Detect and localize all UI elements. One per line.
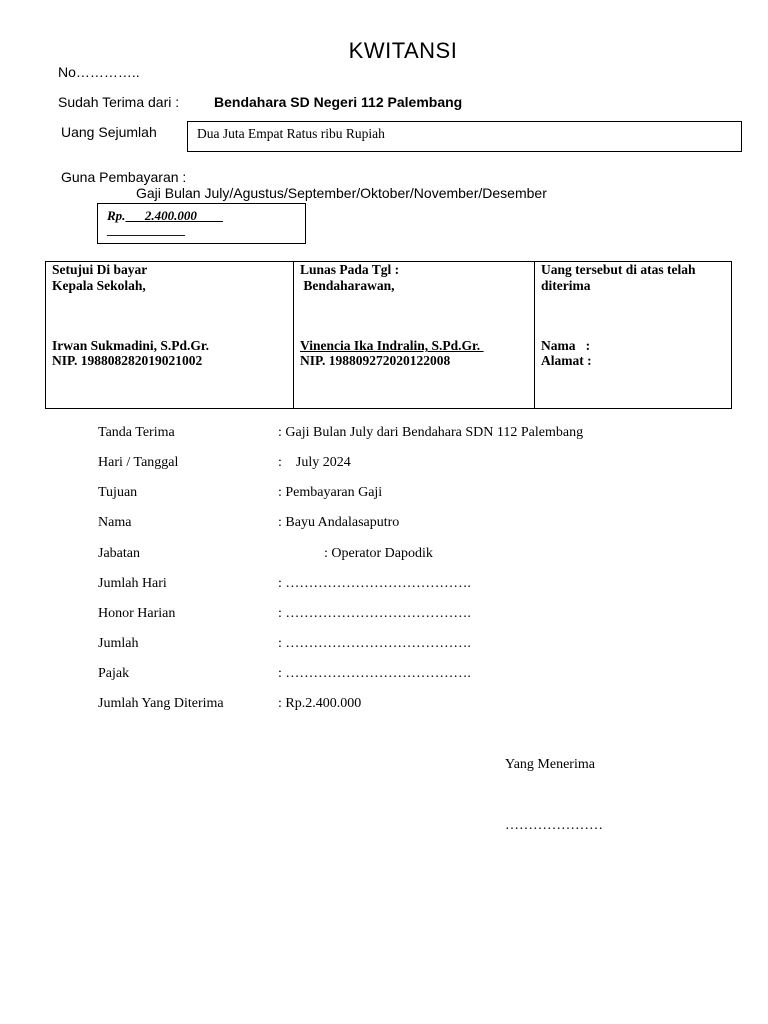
receiver-name-label: Nama : <box>541 338 591 353</box>
treasurer-name: Vinencia Ika Indralin, S.Pd.Gr. <box>300 338 484 353</box>
receiver-signature-line: ………………… <box>505 818 603 833</box>
purpose-value: Gaji Bulan July/Agustus/September/Oktober/November/Desember <box>136 185 547 201</box>
detail-value-jabatan: : Operator Dapodik <box>324 546 433 561</box>
received-statement-line1: Uang tersebut di atas telah <box>541 262 696 277</box>
detail-value-tanda-terima: : Gaji Bulan July dari Bendahara SDN 112 Palembang <box>278 425 584 440</box>
receiver-address-label: Alamat : <box>541 353 592 368</box>
amount-words-value: Dua Juta Empat Ratus ribu Rupiah <box>197 126 385 141</box>
amount-underline: ____________ <box>107 222 185 237</box>
treasurer-nip: NIP. 198809272020122008 <box>300 353 451 368</box>
detail-label-jabatan: Jabatan <box>98 546 140 561</box>
currency-label: Rp. <box>107 208 126 223</box>
detail-value-jumlah-diterima: : Rp.2.400.000 <box>278 696 362 711</box>
detail-value-honor-harian: : …………………………………. <box>278 606 471 621</box>
signature-cell-principal <box>46 262 294 409</box>
receipt-number: No………….. <box>58 64 140 80</box>
signature-table <box>45 261 732 409</box>
document-title: KWITANSI <box>348 38 458 63</box>
detail-label-nama: Nama <box>98 515 132 530</box>
principal-name: Irwan Sukmadini, S.Pd.Gr. <box>52 338 210 353</box>
received-statement-line2: diterima <box>541 278 591 293</box>
received-from-label: Sudah Terima dari : <box>58 94 180 110</box>
treasurer-title: Bendaharawan, <box>300 278 395 293</box>
detail-label-tujuan: Tujuan <box>98 485 138 500</box>
detail-value-hari-tanggal: : July 2024 <box>278 455 351 470</box>
detail-label-jumlah-diterima: Jumlah Yang Diterima <box>98 696 224 711</box>
detail-value-jumlah-hari: : …………………………………. <box>278 576 471 591</box>
detail-value-jumlah: : …………………………………. <box>278 636 471 651</box>
detail-value-nama: : Bayu Andalasaputro <box>278 515 400 530</box>
amount-words-box <box>187 121 742 152</box>
detail-value-pajak: : …………………………………. <box>278 666 471 681</box>
detail-label-tanda-terima: Tanda Terima <box>98 425 175 440</box>
receiver-label: Yang Menerima <box>505 757 595 772</box>
signature-cell-receiver <box>535 262 732 409</box>
detail-label-hari-tanggal: Hari / Tanggal <box>98 455 179 470</box>
principal-nip: NIP. 198808282019021002 <box>52 353 203 368</box>
paid-date-label: Lunas Pada Tgl : <box>300 262 400 277</box>
detail-label-honor-harian: Honor Harian <box>98 606 176 621</box>
principal-approval-label: Setujui Di bayar <box>52 262 148 277</box>
purpose-label: Guna Pembayaran : <box>61 169 187 185</box>
amount-value <box>125 208 223 223</box>
detail-label-pajak: Pajak <box>98 666 130 681</box>
principal-title: Kepala Sekolah, <box>52 278 146 293</box>
amount-number: 2.400.000 <box>144 208 197 223</box>
detail-label-jumlah-hari: Jumlah Hari <box>98 576 167 591</box>
amount-box <box>97 203 306 244</box>
detail-label-jumlah: Jumlah <box>98 636 139 651</box>
detail-value-tujuan: : Pembayaran Gaji <box>278 485 383 500</box>
amount-words-label: Uang Sejumlah <box>61 124 157 140</box>
signature-cell-treasurer <box>294 262 535 409</box>
received-from-value: Bendahara SD Negeri 112 Palembang <box>214 94 463 110</box>
